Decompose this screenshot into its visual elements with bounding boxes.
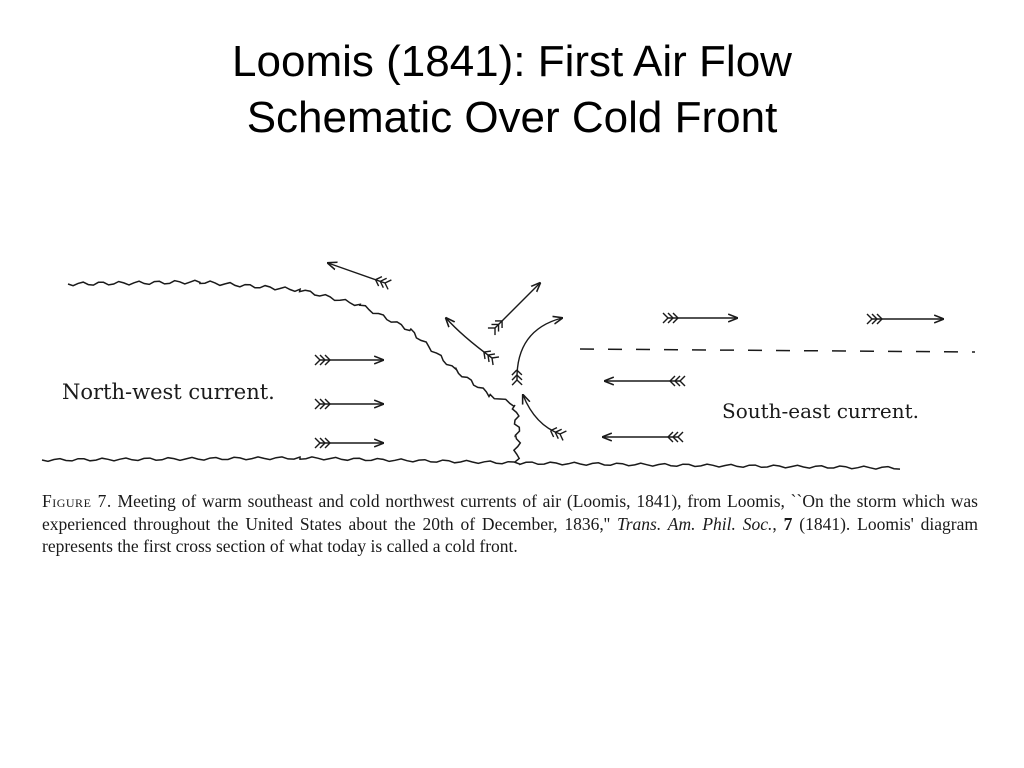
rising-arrow-right — [512, 318, 562, 385]
north-west-current-label: North-west current. — [62, 380, 275, 404]
caption-journal: Trans. Am. Phil. Soc. — [616, 513, 773, 534]
rising-arrow-left — [446, 318, 499, 365]
northwest-arrow-1 — [315, 355, 383, 365]
caption-text-2: , — [772, 513, 784, 534]
upper-arrow-2 — [867, 314, 943, 324]
southeast-arrow-2 — [603, 432, 683, 442]
front-vertical-line — [512, 405, 520, 462]
caption-text-1: Meeting of warm southeast and cold northwest currents of air (Loomis, 1841), from Loomis, ``On the storm which was experienced throughout the United States about the 20th of December, 1836,'' — [42, 491, 978, 534]
figure-label: Figure 7. — [42, 491, 112, 511]
top-left-arrow — [328, 263, 391, 289]
upper-arrow-1 — [663, 313, 737, 323]
rising-arrow-lower — [523, 395, 566, 440]
caption-text-3: (1841). Loomis' diagram represents the first cross section of what today is called a cold front. — [42, 513, 978, 556]
loomis-cold-front-diagram — [0, 250, 1024, 490]
upper-dashed-line — [580, 349, 975, 352]
slide-title-line2: Schematic Over Cold Front — [246, 93, 778, 142]
southeast-arrow-1 — [605, 376, 685, 386]
northwest-arrow-3 — [315, 438, 383, 448]
rising-arrow-up — [488, 283, 540, 335]
slide-title — [0, 34, 1024, 146]
caption-volume: 7 — [783, 513, 793, 534]
northwest-arrow-2 — [315, 399, 383, 409]
south-east-current-label: South-east current. — [722, 399, 920, 423]
slide-title-line1: Loomis (1841): First Air Flow — [232, 37, 792, 86]
ground-line — [42, 457, 900, 469]
figure-caption — [42, 490, 978, 558]
